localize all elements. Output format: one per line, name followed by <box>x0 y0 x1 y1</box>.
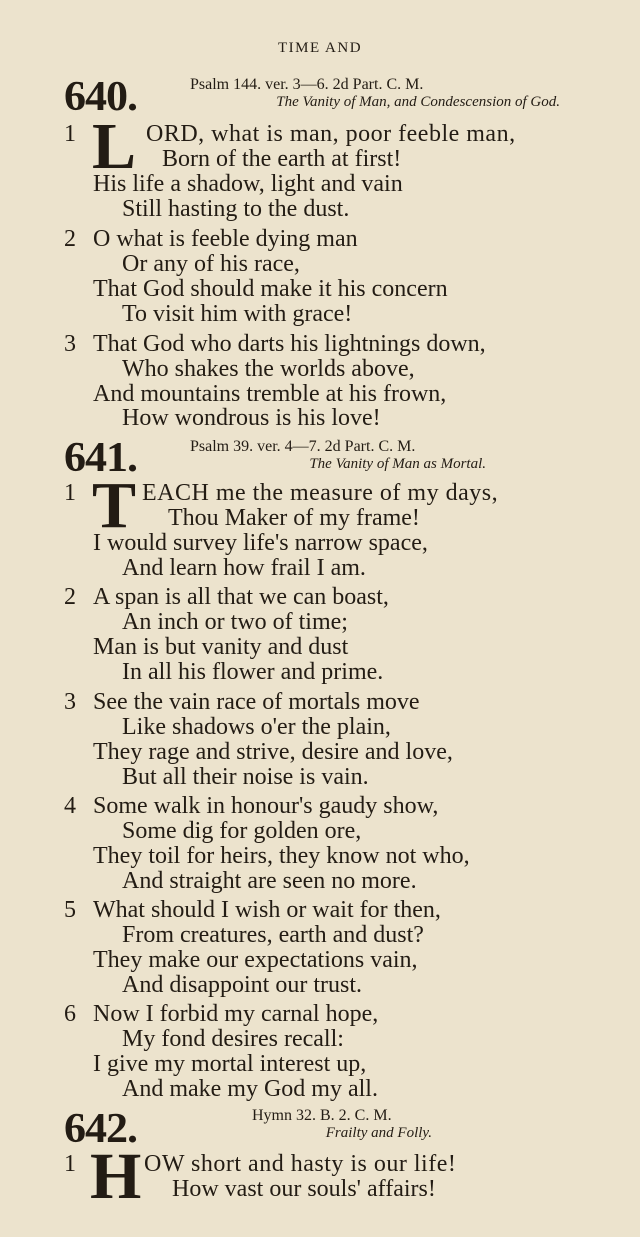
verse-line: Man is but vanity and dust <box>93 634 349 660</box>
verse-line: And learn how frail I am. <box>122 555 366 581</box>
hymn-subject: Frailty and Folly. <box>325 1125 432 1141</box>
verse-line: I give my mortal interest up, <box>93 1051 367 1077</box>
verse-line: I would survey life's narrow space, <box>93 530 428 556</box>
verse-number: 5 <box>64 897 76 923</box>
hymn-heading <box>160 438 560 473</box>
verse-line: And make my God my all. <box>122 1076 378 1102</box>
hymn-heading <box>160 76 560 111</box>
verse-line: Who shakes the worlds above, <box>122 356 415 382</box>
verse-line: That God should make it his concern <box>93 276 448 302</box>
verse-line: In all his flower and prime. <box>122 659 384 685</box>
verse-line: That God who darts his lightnings down, <box>93 331 486 357</box>
verse-line: Now I forbid my carnal hope, <box>93 1001 379 1027</box>
hymn-number: 642. <box>64 1106 137 1152</box>
verse-line: From creatures, earth and dust? <box>122 922 424 948</box>
verse-line: Some dig for golden ore, <box>122 818 362 844</box>
verse-line: My fond desires recall: <box>122 1026 344 1052</box>
verse-number: 1 <box>64 480 76 506</box>
drop-cap: T <box>92 469 137 542</box>
verse-line: His life a shadow, light and vain <box>93 171 403 197</box>
verse-line: Some walk in honour's gaudy show, <box>93 793 439 819</box>
hymn-subject: The Vanity of Man as Mortal. <box>309 456 486 472</box>
drop-cap: H <box>90 1140 142 1213</box>
verse-line: What should I wish or wait for then, <box>93 897 441 923</box>
verse-line: EACH me the measure of my days, <box>142 480 499 506</box>
verse-number: 4 <box>64 793 76 819</box>
verse-number: 1 <box>64 1151 76 1177</box>
verse-line: They toil for heirs, they know not who, <box>93 843 470 869</box>
verse-line: Born of the earth at first! <box>162 146 402 172</box>
verse-line: How vast our souls' affairs! <box>172 1176 436 1202</box>
hymn-reference: Psalm 144. ver. 3—6. 2d Part. C. M. <box>190 76 424 93</box>
running-head: TIME AND <box>277 40 363 56</box>
verse-line: To visit him with grace! <box>122 301 353 327</box>
verse-number: 6 <box>64 1001 76 1027</box>
verse-line: ORD, what is man, poor feeble man, <box>146 121 516 147</box>
verse-line: Or any of his race, <box>122 251 300 277</box>
hymn-reference: Psalm 39. ver. 4—7. 2d Part. C. M. <box>190 438 416 455</box>
verse-line: Still hasting to the dust. <box>122 196 350 222</box>
verse-line: And mountains tremble at his frown, <box>93 381 447 407</box>
verse-number: 1 <box>64 121 76 147</box>
verse-line: An inch or two of time; <box>122 609 348 635</box>
drop-cap: L <box>92 110 137 183</box>
hymn-reference: Hymn 32. B. 2. C. M. <box>252 1107 392 1124</box>
verse-number: 2 <box>64 584 76 610</box>
hymn-heading <box>160 1107 560 1142</box>
verse-number: 3 <box>64 689 76 715</box>
verse-line: A span is all that we can boast, <box>93 584 389 610</box>
verse-line: Like shadows o'er the plain, <box>122 714 391 740</box>
verse-line: And straight are seen no more. <box>122 868 417 894</box>
verse-line: O what is feeble dying man <box>93 226 358 252</box>
hymn-number: 640. <box>64 74 137 120</box>
verse-line: But all their noise is vain. <box>122 764 369 790</box>
verse-line: How wondrous is his love! <box>122 405 381 431</box>
hymn-subject: The Vanity of Man, and Condescension of God. <box>276 94 560 110</box>
hymn-number: 641. <box>64 435 137 481</box>
verse-line: OW short and hasty is our life! <box>144 1151 457 1177</box>
verse-line: They make our expectations vain, <box>93 947 418 973</box>
verse-line: Thou Maker of my frame! <box>168 505 420 531</box>
verse-number: 2 <box>64 226 76 252</box>
verse-line: They rage and strive, desire and love, <box>93 739 453 765</box>
verse-number: 3 <box>64 331 76 357</box>
verse-line: See the vain race of mortals move <box>93 689 420 715</box>
verse-line: And disappoint our trust. <box>122 972 362 998</box>
